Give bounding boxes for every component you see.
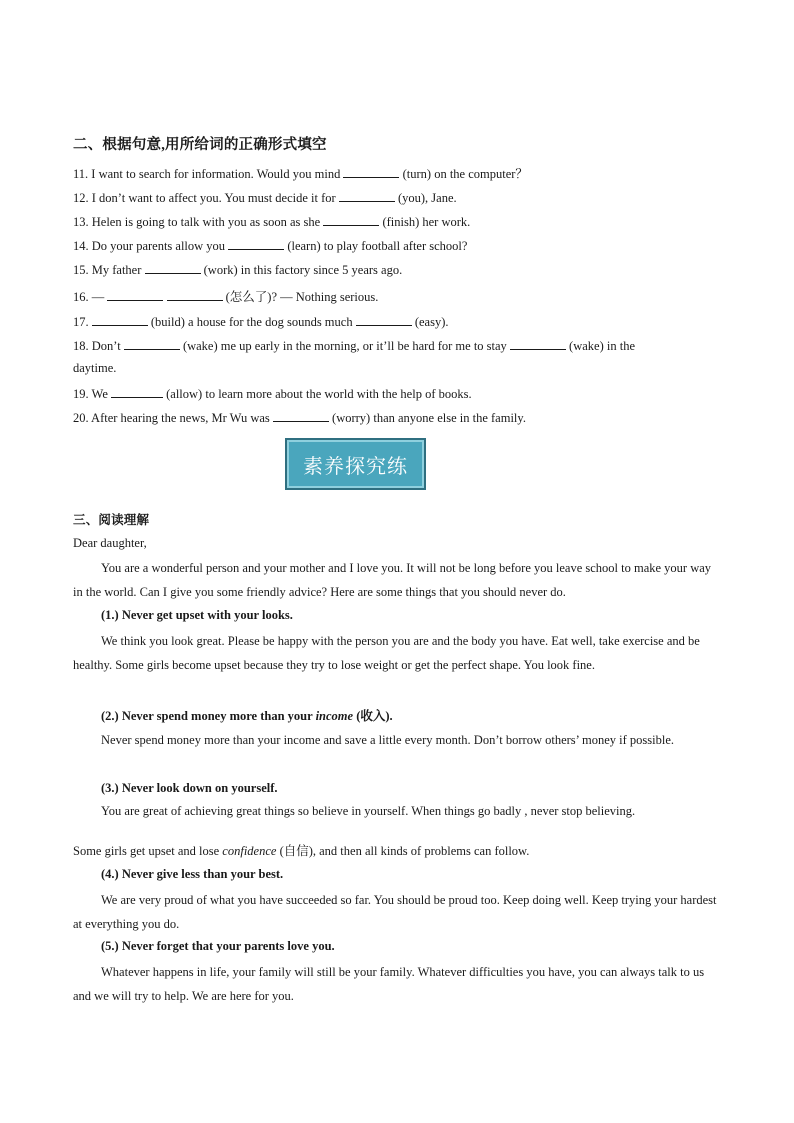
advice-paragraph-1: We think you look great. Please be happy with the person you are and the body you have. Eat well, take exercise and be healthy. Some girls become upset because they try to lose weight or get the perfect shape. You look fine. bbox=[73, 634, 700, 672]
answer-blank[interactable] bbox=[111, 385, 163, 398]
question-19: 19. We (allow) to learn more about the world with the help of books. bbox=[73, 387, 472, 401]
advice-heading-2: (2.) Never spend money more than your income (收入). bbox=[101, 709, 393, 723]
advice-heading-4: (4.) Never give less than your best. bbox=[101, 867, 284, 881]
question-20: 20. After hearing the news, Mr Wu was (worry) than anyone else in the family. bbox=[73, 411, 526, 425]
answer-blank[interactable] bbox=[124, 337, 180, 350]
advice-paragraph-3-line-2: Some girls get upset and lose confidence (自信), and then all kinds of problems can follow. bbox=[73, 844, 530, 858]
section-title-fill-blanks: 二、根据句意,用所给词的正确形式填空 bbox=[73, 137, 327, 153]
answer-blank[interactable] bbox=[228, 237, 284, 250]
question-14: 14. Do your parents allow you (learn) to play football after school? bbox=[73, 239, 468, 253]
answer-blank[interactable] bbox=[145, 261, 201, 274]
question-18: 18. Don’t (wake) me up early in the morning, or it’ll be hard for me to stay (wake) in the bbox=[73, 339, 635, 353]
answer-blank[interactable] bbox=[323, 213, 379, 226]
advice-paragraph-5: Whatever happens in life, your family will still be your family. Whatever difficulties you have, you can always talk to us and we will try to help. We are here for you. bbox=[73, 965, 705, 1003]
answer-blank[interactable] bbox=[343, 165, 399, 178]
advice-paragraph-3-line-1: You are great of achieving great things so believe in yourself. When things go badly , never stop believing. bbox=[101, 804, 636, 818]
question-15: 15. My father (work) in this factory since 5 years ago. bbox=[73, 263, 403, 277]
question-16: 16. — (怎么了)? — Nothing serious. bbox=[73, 290, 379, 304]
advice-heading-3: (3.) Never look down on yourself. bbox=[101, 781, 278, 795]
answer-blank[interactable] bbox=[273, 409, 329, 422]
question-12: 12. I don’t want to affect you. You must decide it for (you), Jane. bbox=[73, 191, 457, 205]
answer-blank[interactable] bbox=[107, 288, 163, 301]
advice-heading-1: (1.) Never get upset with your looks. bbox=[101, 608, 293, 622]
question-11: 11. I want to search for information. Would you mind (turn) on the computer？ bbox=[73, 167, 528, 181]
question-13: 13. Helen is going to talk with you as soon as she (finish) her work. bbox=[73, 215, 471, 229]
letter-intro: You are a wonderful person and your mother and I love you. It will not be long before you leave school to make your way in the world. Can I give you some friendly advice? Here are some things that you should never do. bbox=[73, 561, 712, 599]
advice-paragraph-4: We are very proud of what you have succeeded so far. You should be proud too. Keep doing well. Keep trying your hardest at everything you do. bbox=[73, 893, 717, 931]
answer-blank[interactable] bbox=[92, 313, 148, 326]
letter-salutation: Dear daughter, bbox=[73, 536, 147, 550]
answer-blank[interactable] bbox=[356, 313, 412, 326]
question-18-continued: daytime. bbox=[73, 361, 117, 375]
answer-blank[interactable] bbox=[339, 189, 395, 202]
banner-label: 素养探究练 bbox=[303, 453, 408, 478]
answer-blank[interactable] bbox=[510, 337, 566, 350]
section-banner bbox=[285, 438, 426, 490]
advice-paragraph-2: Never spend money more than your income and save a little every month. Don’t borrow others’ money if possible. bbox=[101, 733, 675, 747]
advice-heading-5: (5.) Never forget that your parents love you. bbox=[101, 939, 335, 953]
section-title-reading: 三、阅读理解 bbox=[73, 513, 150, 527]
answer-blank[interactable] bbox=[167, 288, 223, 301]
question-17: 17. (build) a house for the dog sounds much (easy). bbox=[73, 315, 449, 329]
